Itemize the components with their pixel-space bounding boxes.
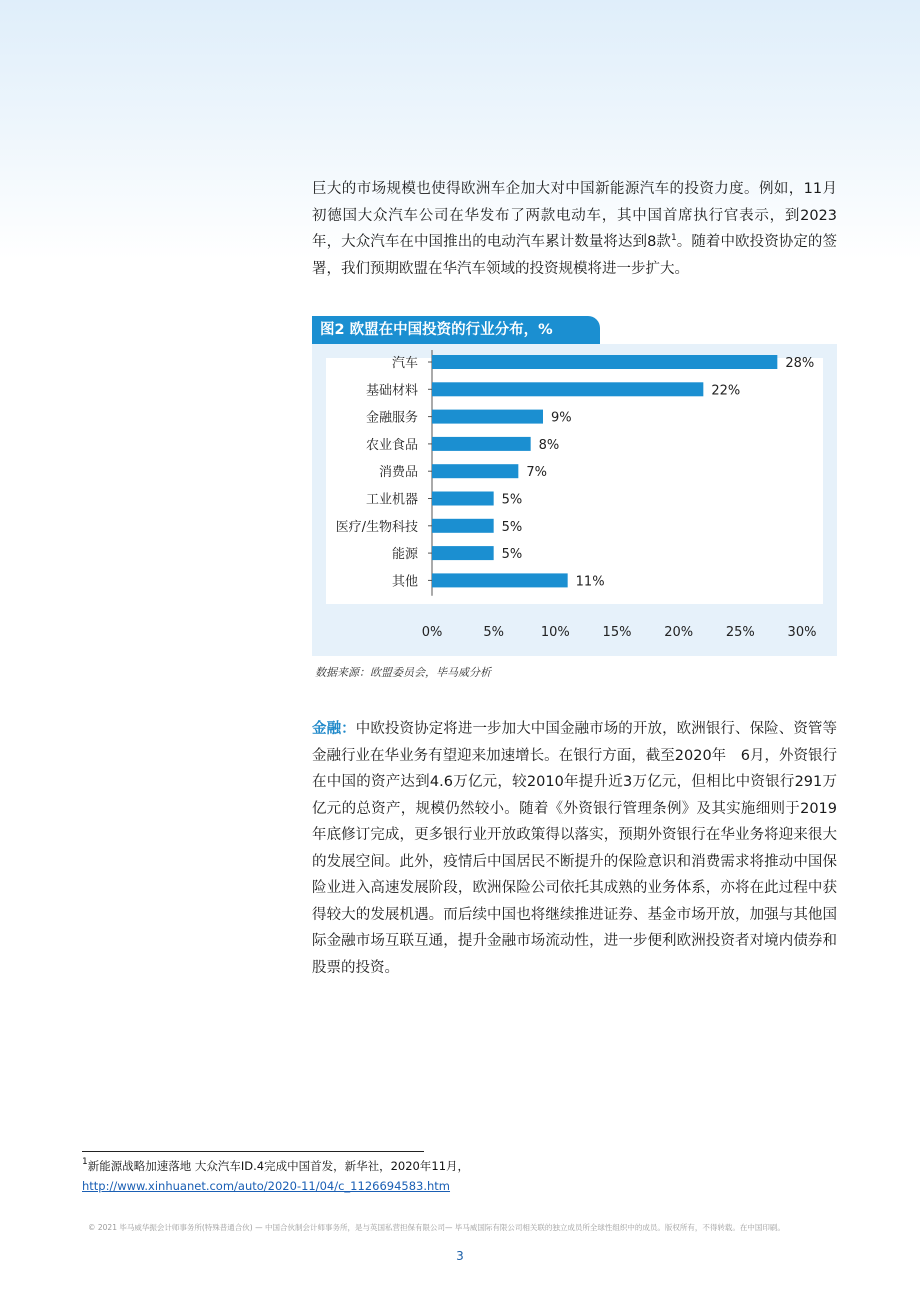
data-label: 5% (501, 492, 523, 508)
bar (432, 410, 543, 424)
bar-chart (312, 344, 837, 656)
copyright-notice: © 2021 毕马威华振会计师事务所(特殊普通合伙) — 中国合伙制会计师事务所，是与英国私营担保有限公司— 毕马威国际有限公司相关联的独立成员所全球性组织中的成员。版权所有，不得转载。在中国印刷。 (88, 1223, 785, 1232)
footnote-link[interactable]: http://www.xinhuanet.com/auto/2020-11/04/c_1126694583.htm (82, 1179, 451, 1193)
x-tick-label: 20% (664, 625, 694, 640)
figure-title: 图2 欧盟在中国投资的行业分布，% (312, 316, 600, 344)
bar (432, 464, 518, 478)
data-label: 7% (526, 465, 547, 481)
x-tick-label: 5% (483, 625, 504, 640)
page-number: 3 (456, 1249, 464, 1263)
category-label: 金融服务 (365, 410, 418, 426)
intro-text: 巨大的市场规模也使得欧洲车企加大对中国新能源汽车的投资力度。例如，11月初德国大众汽车公司在华发布了两款电动车，其中国首席执行官表示，到2023年，大众汽车在中国推出的电动汽车累计数量将达到8款 (312, 181, 837, 250)
footnote-marker: 1 (82, 1157, 88, 1167)
chart-panel (312, 344, 837, 656)
bar (432, 437, 531, 451)
data-label: 8% (538, 437, 560, 453)
data-label: 9% (551, 410, 572, 426)
x-tick-label: 0% (421, 625, 443, 640)
bar (432, 355, 777, 369)
category-label: 医疗/生物科技 (335, 519, 418, 535)
bar (432, 573, 568, 587)
x-tick-label: 15% (602, 625, 632, 640)
data-label: 5% (501, 547, 523, 563)
intro-tail: 。随着中欧投资协定的签署，我们预期欧盟在华汽车领域的投资规模将进一步扩大。 (312, 234, 837, 277)
footnote-text: 新能源战略加速落地 大众汽车ID.4完成中国首发，新华社，2020年11月， (87, 1159, 470, 1173)
bar (432, 519, 494, 533)
category-label: 基础材料 (365, 383, 418, 399)
category-label: 能源 (391, 547, 418, 563)
data-label: 28% (785, 356, 815, 371)
data-label: 22% (711, 383, 741, 399)
data-label: 11% (575, 574, 605, 590)
intro-paragraph (312, 176, 837, 282)
footnote (82, 1156, 469, 1196)
data-source: 数据来源：欧盟委员会，毕马威分析 (315, 666, 491, 679)
finance-lead: 金融： (312, 721, 356, 737)
data-label: 5% (501, 519, 523, 535)
footnote-ref[interactable]: 1 (670, 233, 677, 243)
finance-text: 中欧投资协定将进一步加大中国金融市场的开放，欧洲银行、保险、资管等金融行业在华业务有望迎来加速增长。在银行方面，截至2020年 6月，外资银行在中国的资产达到4.6万亿元，较2010年提升近3万亿元，但相比中资银行291万亿元的总资产，规模仍然较小。随着《外资银行管理条例》及其实施细则于2019年底修订完成，更多银行业开放政策得以落实，预期外资银行在华业务将迎来很大的发展空间。此外，疫情后中国居民不断提升的保险意识和消费需求将推动中国保险业进入高速发展阶段，欧洲保险公司依托其成熟的业务体系，亦将在此过程中获得较大的发展机遇。而后续中国也将继续推进证券、基金市场开放，加强与其他国际金融市场互联互通，提升金融市场流动性，进一步便利欧洲投资者对境内债券和股票的投资。 (312, 721, 838, 976)
bar (432, 382, 703, 396)
finance-paragraph (312, 716, 837, 981)
x-tick-label: 25% (725, 625, 755, 640)
bar (432, 546, 494, 560)
x-tick-label: 10% (540, 625, 570, 640)
footnote-divider (82, 1151, 424, 1152)
category-label: 其他 (391, 574, 418, 590)
category-label: 工业机器 (365, 492, 418, 508)
category-label: 农业食品 (365, 437, 418, 453)
category-label: 汽车 (391, 356, 418, 371)
bar (432, 492, 494, 506)
category-label: 消费品 (378, 465, 418, 481)
x-tick-label: 30% (787, 625, 817, 640)
